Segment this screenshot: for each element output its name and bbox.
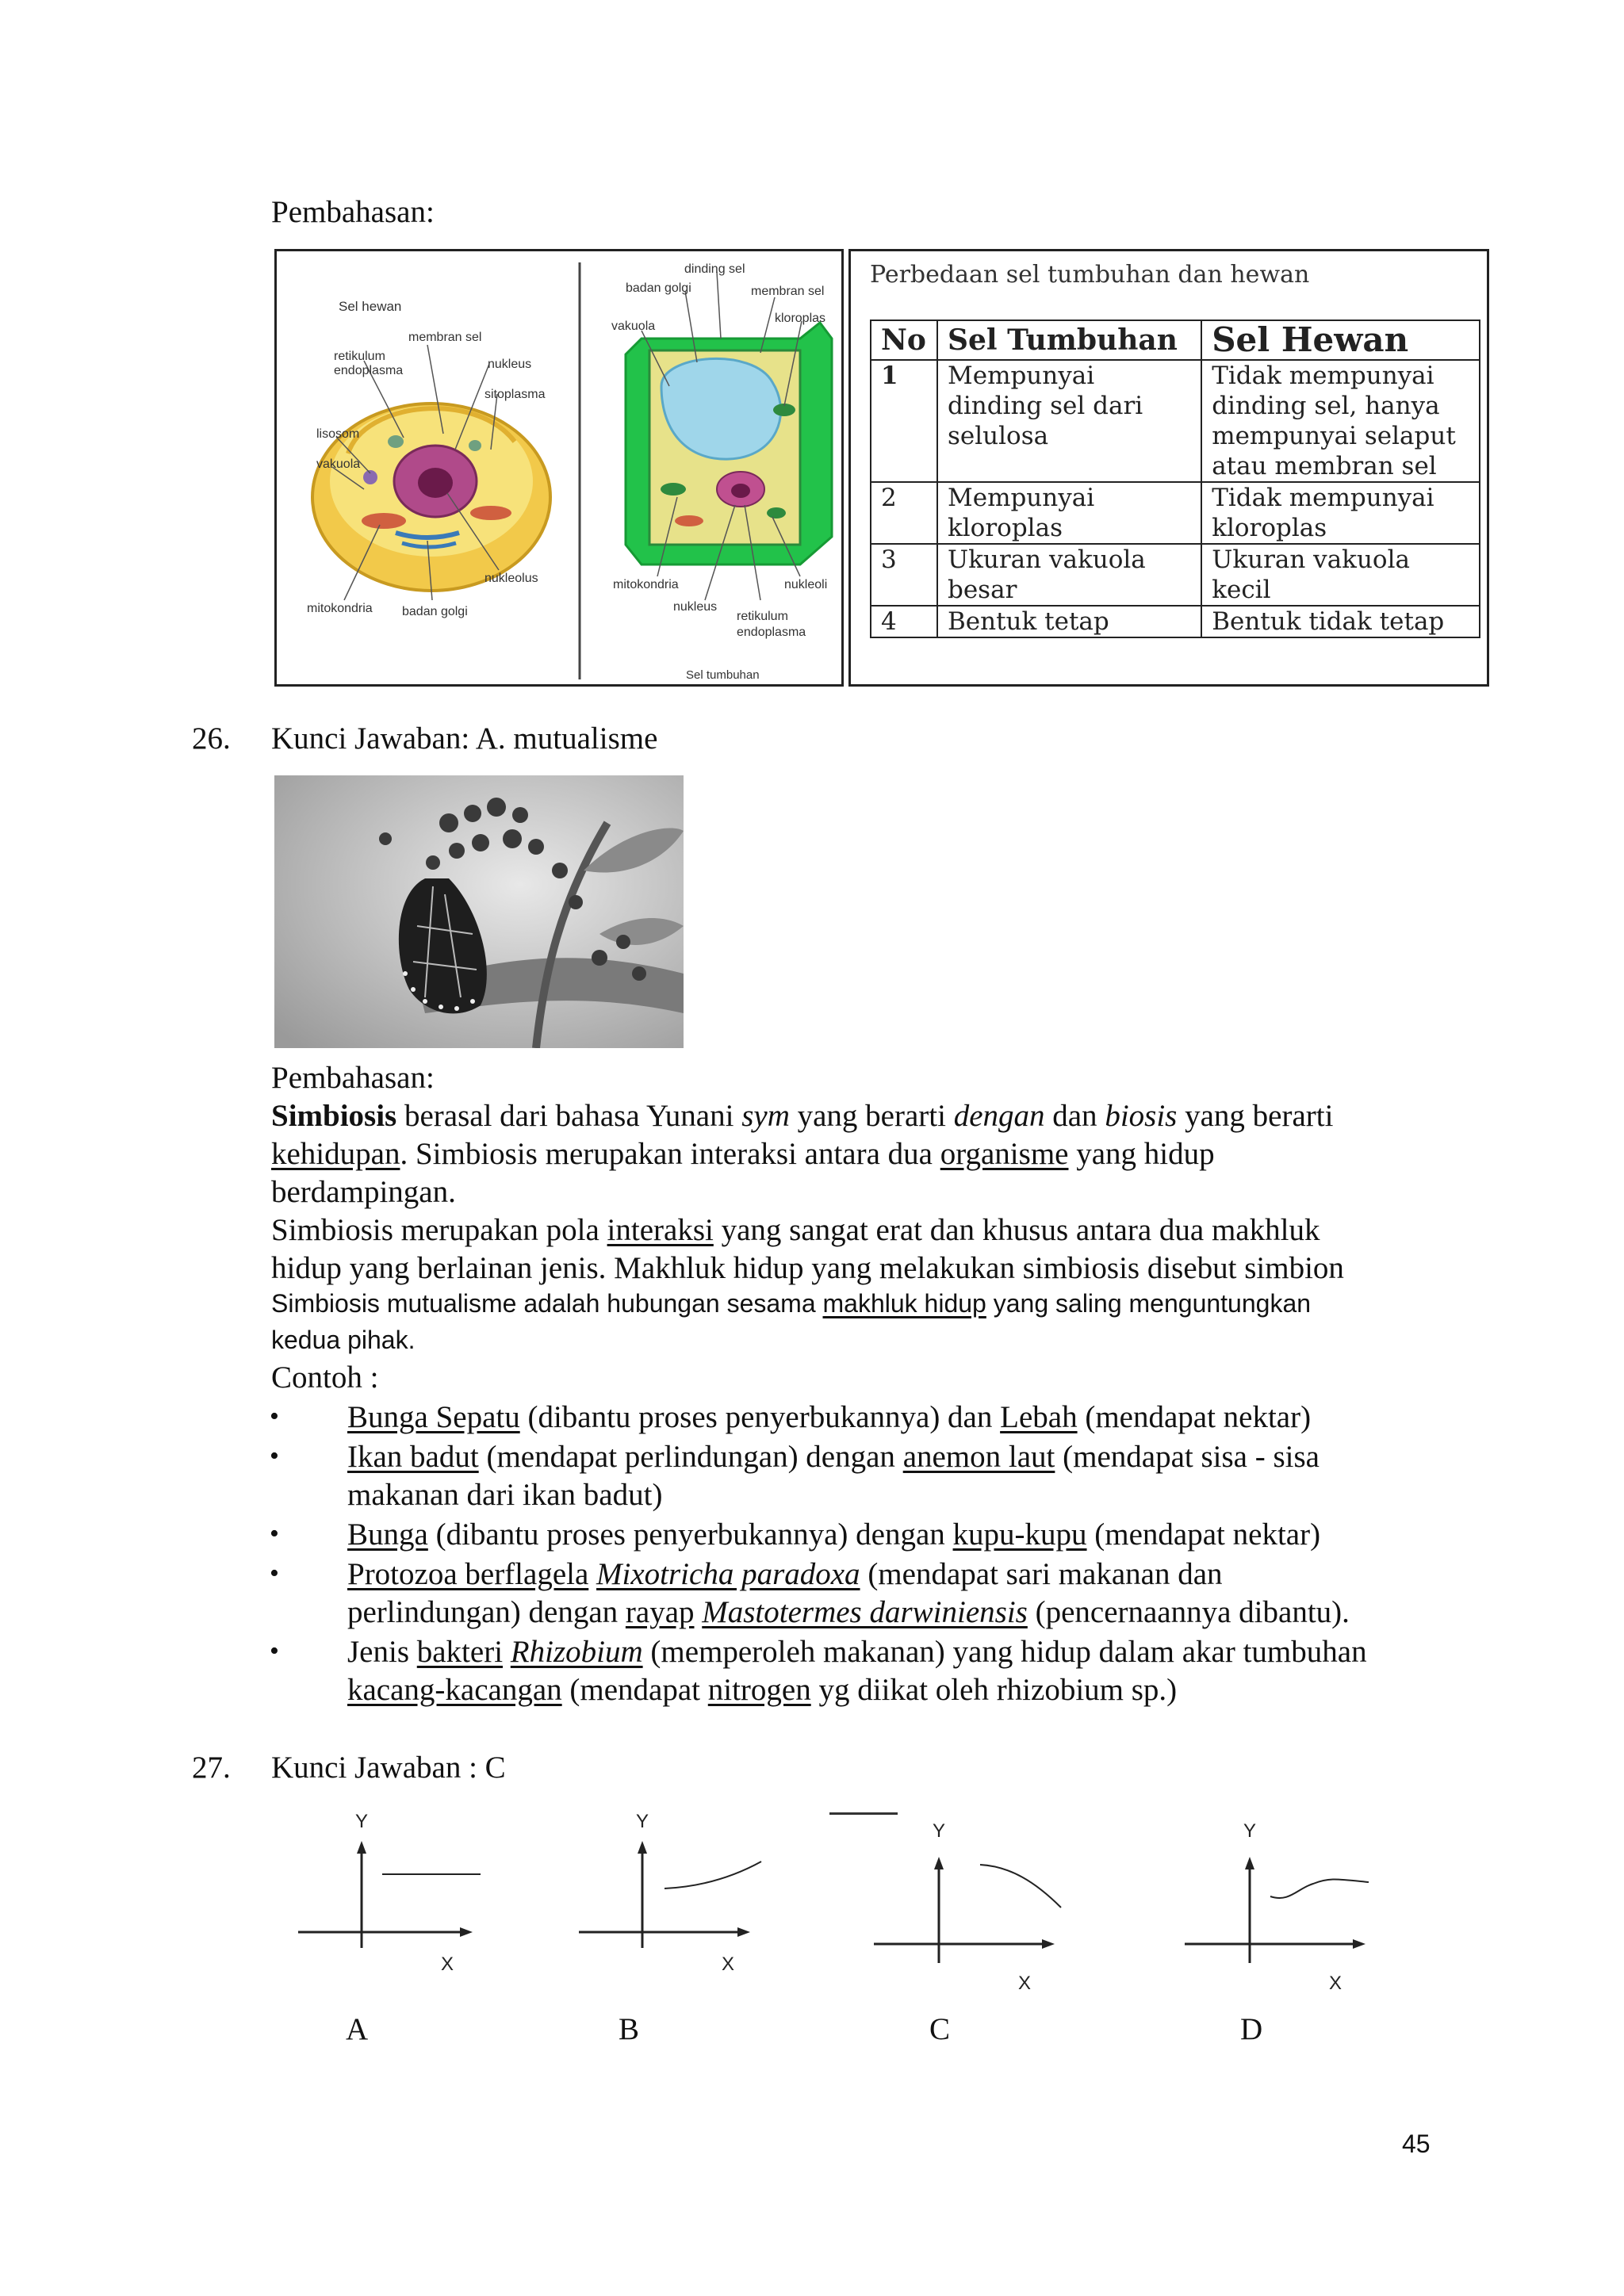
link-interaksi[interactable]: interaksi <box>607 1213 714 1247</box>
table-row <box>871 360 1480 482</box>
paragraph-line: hidup yang berlainan jenis. Makhluk hidup yang melakukan simbiosis disebut simbion <box>271 1251 1344 1285</box>
plant-label: dinding sel <box>684 262 745 276</box>
link-organisme[interactable]: organisme <box>940 1137 1069 1171</box>
option-label-a: A <box>346 2012 369 2046</box>
graph-c-curve <box>980 1865 1061 1908</box>
link-makhluk-hidup[interactable]: makhluk hidup <box>822 1289 986 1318</box>
x-axis-label: X <box>722 1954 735 1975</box>
link-kupu-kupu[interactable]: kupu-kupu <box>952 1517 1087 1552</box>
x-axis-label: X <box>1018 1973 1032 1994</box>
option-label-b: B <box>619 2012 640 2046</box>
table-cell: Tidak mempunyai kloroplas <box>1201 482 1480 544</box>
link-protozoa-berflagela[interactable]: Protozoa berflagela <box>347 1557 589 1591</box>
link-bunga[interactable]: Bunga <box>347 1517 428 1552</box>
link-bunga-sepatu[interactable]: Bunga Sepatu <box>347 1400 520 1434</box>
answer-key: Kunci Jawaban: A. mutualisme <box>271 721 658 756</box>
answer-key: Kunci Jawaban : C <box>271 1751 506 1785</box>
list-item: Jenis bakteri Rhizobium (memperoleh makanan) yang hidup dalam akar tumbuhan <box>347 1635 1367 1669</box>
table-cell: 2 <box>871 482 937 544</box>
plant-cell-illustration <box>626 323 832 564</box>
graph-option-c <box>868 1820 1074 2003</box>
table-cell: Mempunyai dinding sel dari selulosa <box>937 360 1201 482</box>
animal-label: nukleus <box>488 358 532 371</box>
list-item: Bunga (dibantu proses penyerbukannya) dengan kupu-kupu (mendapat nektar) <box>347 1517 1321 1552</box>
y-axis-label: Y <box>636 1811 649 1832</box>
comparison-table-box <box>848 249 1489 687</box>
table-header-cell: No <box>871 320 937 360</box>
link-rhizobium[interactable]: Rhizobium <box>510 1635 643 1669</box>
animal-label: vakuola <box>316 457 361 471</box>
animal-label: sitoplasma <box>485 388 546 401</box>
graph-b-svg <box>571 1809 769 1992</box>
table-row <box>871 544 1480 606</box>
pembahasan-label: Pembahasan: <box>271 195 435 229</box>
y-axis-label: Y <box>355 1811 369 1832</box>
paragraph-line: Simbiosis mutualisme adalah hubungan sesama makhluk hidup yang saling menguntungkan <box>271 1289 1312 1318</box>
link-bakteri[interactable]: bakteri <box>416 1635 504 1669</box>
graph-c-svg <box>868 1820 1074 2003</box>
plant-label: nukleoli <box>784 578 828 591</box>
page-number: 45 <box>1402 2130 1431 2158</box>
animal-label: mitokondria <box>307 602 373 615</box>
plant-label: nukleus <box>673 600 718 614</box>
butterfly-photo-svg <box>274 775 684 1048</box>
animal-label: retikulum <box>334 350 385 363</box>
link-mastotermes-darwiniensis[interactable]: Mastotermes darwiniensis <box>702 1595 1028 1629</box>
link-mixotricha-paradoxa[interactable]: Mixotricha paradoxa <box>596 1557 860 1591</box>
comparison-table <box>870 320 1480 638</box>
animal-label: endoplasma <box>334 364 404 377</box>
bullet-icon: • <box>270 1519 279 1548</box>
option-label-d: D <box>1240 2012 1263 2046</box>
plant-label: vakuola <box>611 320 656 333</box>
animal-label: badan golgi <box>402 605 468 618</box>
question-number: 26. <box>192 721 231 756</box>
graph-b-curve <box>665 1862 761 1888</box>
link-kehidupan[interactable]: kehidupan <box>271 1137 400 1171</box>
option-label-c: C <box>929 2012 951 2046</box>
graph-a-svg <box>293 1809 492 1992</box>
pembahasan-label: Pembahasan: <box>271 1061 435 1095</box>
animal-label: nukleolus <box>485 572 538 585</box>
list-item-continued: makanan dari ikan badut) <box>347 1478 663 1512</box>
paragraph-line: Simbiosis merupakan pola interaksi yang sangat erat dan khusus antara dua makhluk <box>271 1213 1320 1247</box>
bullet-icon: • <box>270 1441 279 1471</box>
paragraph-line: kehidupan. Simbiosis merupakan interaksi antara dua organisme yang hidup <box>271 1137 1215 1171</box>
graph-option-a <box>293 1809 492 1992</box>
table-cell: 4 <box>871 606 937 637</box>
graph-option-b <box>571 1809 769 1992</box>
paragraph-line: Simbiosis berasal dari bahasa Yunani sym yang berarti dengan dan biosis yang berarti <box>271 1099 1334 1133</box>
list-item: Bunga Sepatu (dibantu proses penyerbukannya) dan Lebah (mendapat nektar) <box>347 1400 1312 1434</box>
x-axis-label: X <box>1329 1973 1342 1994</box>
table-header-row <box>871 320 1480 360</box>
plant-label: badan golgi <box>626 281 691 295</box>
list-item-continued: kacang-kacangan (mendapat nitrogen yg diikat oleh rhizobium sp.) <box>347 1673 1178 1707</box>
animal-label: lisosom <box>316 427 360 441</box>
bullet-icon: • <box>270 1559 279 1588</box>
link-rayap[interactable]: rayap <box>625 1595 695 1629</box>
table-cell: 3 <box>871 544 937 606</box>
link-kacang-kacangan[interactable]: kacang-kacangan <box>347 1673 562 1707</box>
y-axis-label: Y <box>1243 1820 1257 1842</box>
paragraph-line: berdampingan. <box>271 1175 456 1209</box>
table-caption: Perbedaan sel tumbuhan dan hewan <box>870 261 1310 289</box>
paragraph-line: kedua pihak. <box>271 1326 416 1354</box>
table-cell: Ukuran vakuola kecil <box>1201 544 1480 606</box>
table-row <box>871 482 1480 544</box>
x-axis-label: X <box>441 1954 454 1975</box>
animal-cell-title: Sel hewan <box>339 299 402 314</box>
link-anemon-laut[interactable]: anemon laut <box>902 1440 1055 1474</box>
decorative-rule <box>829 1812 898 1815</box>
table-row <box>871 606 1480 637</box>
butterfly-photo <box>274 775 684 1048</box>
plant-label: retikulum <box>737 610 788 623</box>
table-cell: Mempunyai kloroplas <box>937 482 1201 544</box>
plant-label: endoplasma <box>737 626 806 639</box>
list-item: Protozoa berflagela Mixotricha paradoxa (mendapat sari makanan dan <box>347 1557 1223 1591</box>
contoh-label: Contoh : <box>271 1360 379 1395</box>
plant-cell-title: Sel tumbuhan <box>686 668 760 682</box>
bullet-icon: • <box>270 1636 279 1666</box>
table-cell: Tidak mempunyai dinding sel, hanya mempunyai selaput atau membran sel <box>1201 360 1480 482</box>
plant-label: mitokondria <box>613 578 679 591</box>
cell-diagram-figure <box>274 249 844 687</box>
graph-d-curve <box>1270 1880 1369 1899</box>
table-cell: 1 <box>871 360 937 482</box>
term-simbiosis: Simbiosis <box>271 1099 397 1133</box>
plant-label: kloroplas <box>775 312 826 325</box>
plant-label: membran sel <box>751 285 825 298</box>
graph-option-d <box>1178 1820 1385 2003</box>
list-item: Ikan badut (mendapat perlindungan) dengan anemon laut (mendapat sisa - sisa <box>347 1440 1320 1474</box>
link-lebah[interactable]: Lebah <box>1000 1400 1078 1434</box>
table-header-cell: Sel Tumbuhan <box>937 320 1201 360</box>
link-nitrogen[interactable]: nitrogen <box>707 1673 811 1707</box>
link-ikan-badut[interactable]: Ikan badut <box>347 1440 479 1474</box>
bullet-icon: • <box>270 1402 279 1431</box>
table-cell: Bentuk tidak tetap <box>1201 606 1480 637</box>
table-cell: Ukuran vakuola besar <box>937 544 1201 606</box>
list-item-continued: perlindungan) dengan rayap Mastotermes darwiniensis (pencernaannya dibantu). <box>347 1595 1350 1629</box>
table-cell: Bentuk tetap <box>937 606 1201 637</box>
table-header-cell: Sel Hewan <box>1201 320 1480 360</box>
animal-label: membran sel <box>408 331 482 344</box>
question-number: 27. <box>192 1751 231 1785</box>
y-axis-label: Y <box>933 1820 946 1842</box>
graph-d-svg <box>1178 1820 1385 2003</box>
